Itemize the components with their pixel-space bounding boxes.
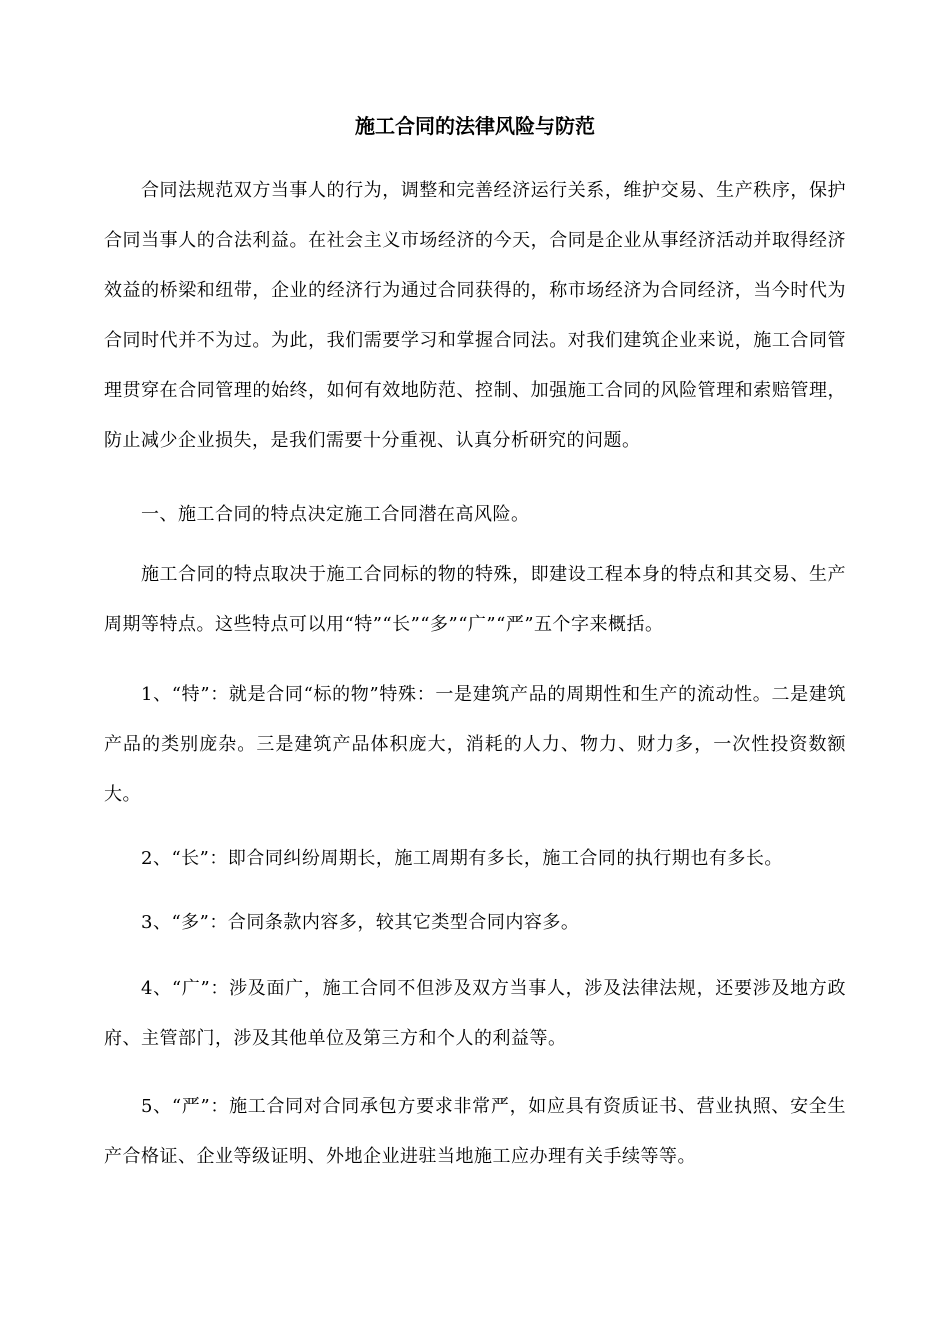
list-item-duo: 3、“多”：合同条款内容多，较其它类型合同内容多。 (141, 912, 580, 933)
section-heading-1: 一、施工合同的特点决定施工合同潜在高风险。 (141, 504, 530, 525)
document-title: 施工合同的法律风险与防范 (355, 114, 595, 138)
list-item-chang: 2、“长”：即合同纠纷周期长，施工周期有多长，施工合同的执行期也有多长。 (141, 848, 783, 869)
list-item-te: 1、“特”：就是合同“标的物”特殊：一是建筑产品的周期性和生产的流动性。二是建筑产品的类别庞杂。三是建筑产品体积庞大，消耗的人力、物力、财力多，一次性投资数额大。 (104, 684, 846, 805)
list-item-yan: 5、“严”：施工合同对合同承包方要求非常严，如应具有资质证书、营业执照、安全生产合格证、企业等级证明、外地企业进驻当地施工应办理有关手续等等。 (104, 1096, 846, 1167)
paragraph-characteristics: 施工合同的特点取决于施工合同标的物的特殊，即建设工程本身的特点和其交易、生产周期等特点。这些特点可以用“特”“长”“多”“广”“严”五个字来概括。 (104, 564, 846, 635)
paragraph-intro: 合同法规范双方当事人的行为，调整和完善经济运行关系，维护交易、生产秩序，保护合同当事人的合法利益。在社会主义市场经济的今天，合同是企业从事经济活动并取得经济效益的桥梁和纽带，企业的经济行为通过合同获得的，称市场经济为合同经济，当今时代为合同时代并不为过。为此，我们需要学习和掌握合同法。对我们建筑企业来说，施工合同管理贯穿在合同管理的始终，如何有效地防范、控制、加强施工合同的风险管理和索赔管理，防止减少企业损失，是我们需要十分重视、认真分析研究的问题。 (104, 180, 846, 451)
list-item-guang: 4、“广”：涉及面广，施工合同不但涉及双方当事人，涉及法律法规，还要涉及地方政府、主管部门，涉及其他单位及第三方和个人的利益等。 (104, 978, 846, 1049)
